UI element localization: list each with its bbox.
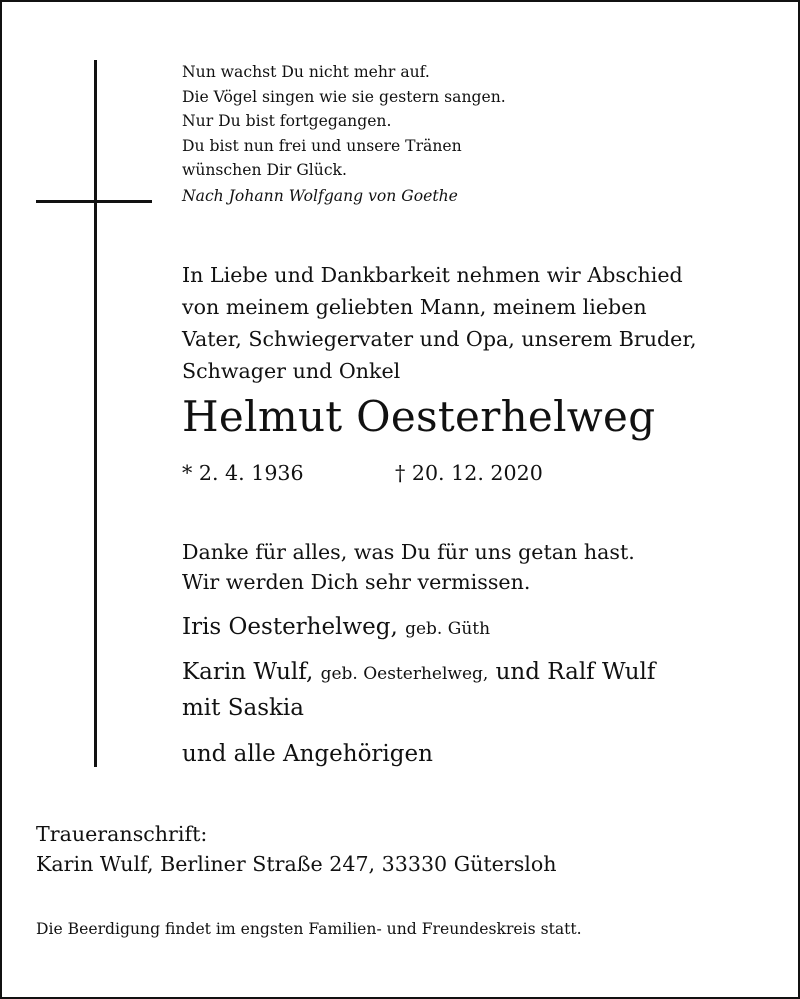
poem [182, 60, 506, 183]
funeral-note: Die Beerdigung findet im engsten Familien- und Freundeskreis statt. [36, 920, 582, 938]
poem-line: Die Vögel singen wie sie gestern sangen. [182, 87, 506, 106]
poem-line: Nur Du bist fortgegangen. [182, 112, 392, 130]
thanks-text [182, 537, 635, 597]
cross-vertical-bar [94, 60, 97, 767]
address-value: Karin Wulf, Berliner Straße 247, 33330 Gütersloh [36, 852, 557, 876]
address-label: Traueranschrift: [36, 822, 208, 846]
signatory-1 [182, 610, 490, 646]
intro-line: Schwager und Onkel [182, 359, 401, 383]
cross-horizontal-bar [36, 200, 152, 203]
death-date: † 20. 12. 2020 [395, 461, 543, 485]
poem-line: Du bist nun frei und unsere Tränen [182, 136, 462, 155]
signatory-others: und alle Angehörigen [182, 741, 433, 767]
signatory-child: mit Saskia [182, 695, 304, 721]
thanks-line: Wir werden Dich sehr vermissen. [182, 570, 531, 594]
signatory-partner: und Ralf Wulf [495, 659, 656, 685]
thanks-line: Danke für alles, was Du für uns getan hast. [182, 540, 635, 564]
signatory-name: Karin Wulf, [182, 659, 314, 685]
poem-line: wünschen Dir Glück. [182, 161, 347, 179]
intro-line: In Liebe und Dankbarkeit nehmen wir Abschied [182, 263, 683, 287]
poem-line: Nun wachst Du nicht mehr auf. [182, 63, 430, 81]
signatory-name: Iris Oesterhelweg, [182, 614, 398, 640]
intro-line: von meinem geliebten Mann, meinem lieben [182, 295, 647, 319]
intro-text [182, 259, 697, 387]
condolence-address [36, 819, 557, 879]
signatory-maiden-name: geb. Güth [405, 619, 491, 639]
signatory-maiden-name: geb. Oesterhelweg, [320, 664, 489, 684]
deceased-name: Helmut Oesterhelweg [182, 392, 656, 441]
intro-line: Vater, Schwiegervater und Opa, unserem Bruder, [182, 327, 697, 351]
life-dates [182, 457, 543, 489]
poem-attribution: Nach Johann Wolfgang von Goethe [182, 187, 458, 205]
birth-date: * 2. 4. 1936 [182, 461, 304, 485]
signatory-2 [182, 655, 655, 725]
